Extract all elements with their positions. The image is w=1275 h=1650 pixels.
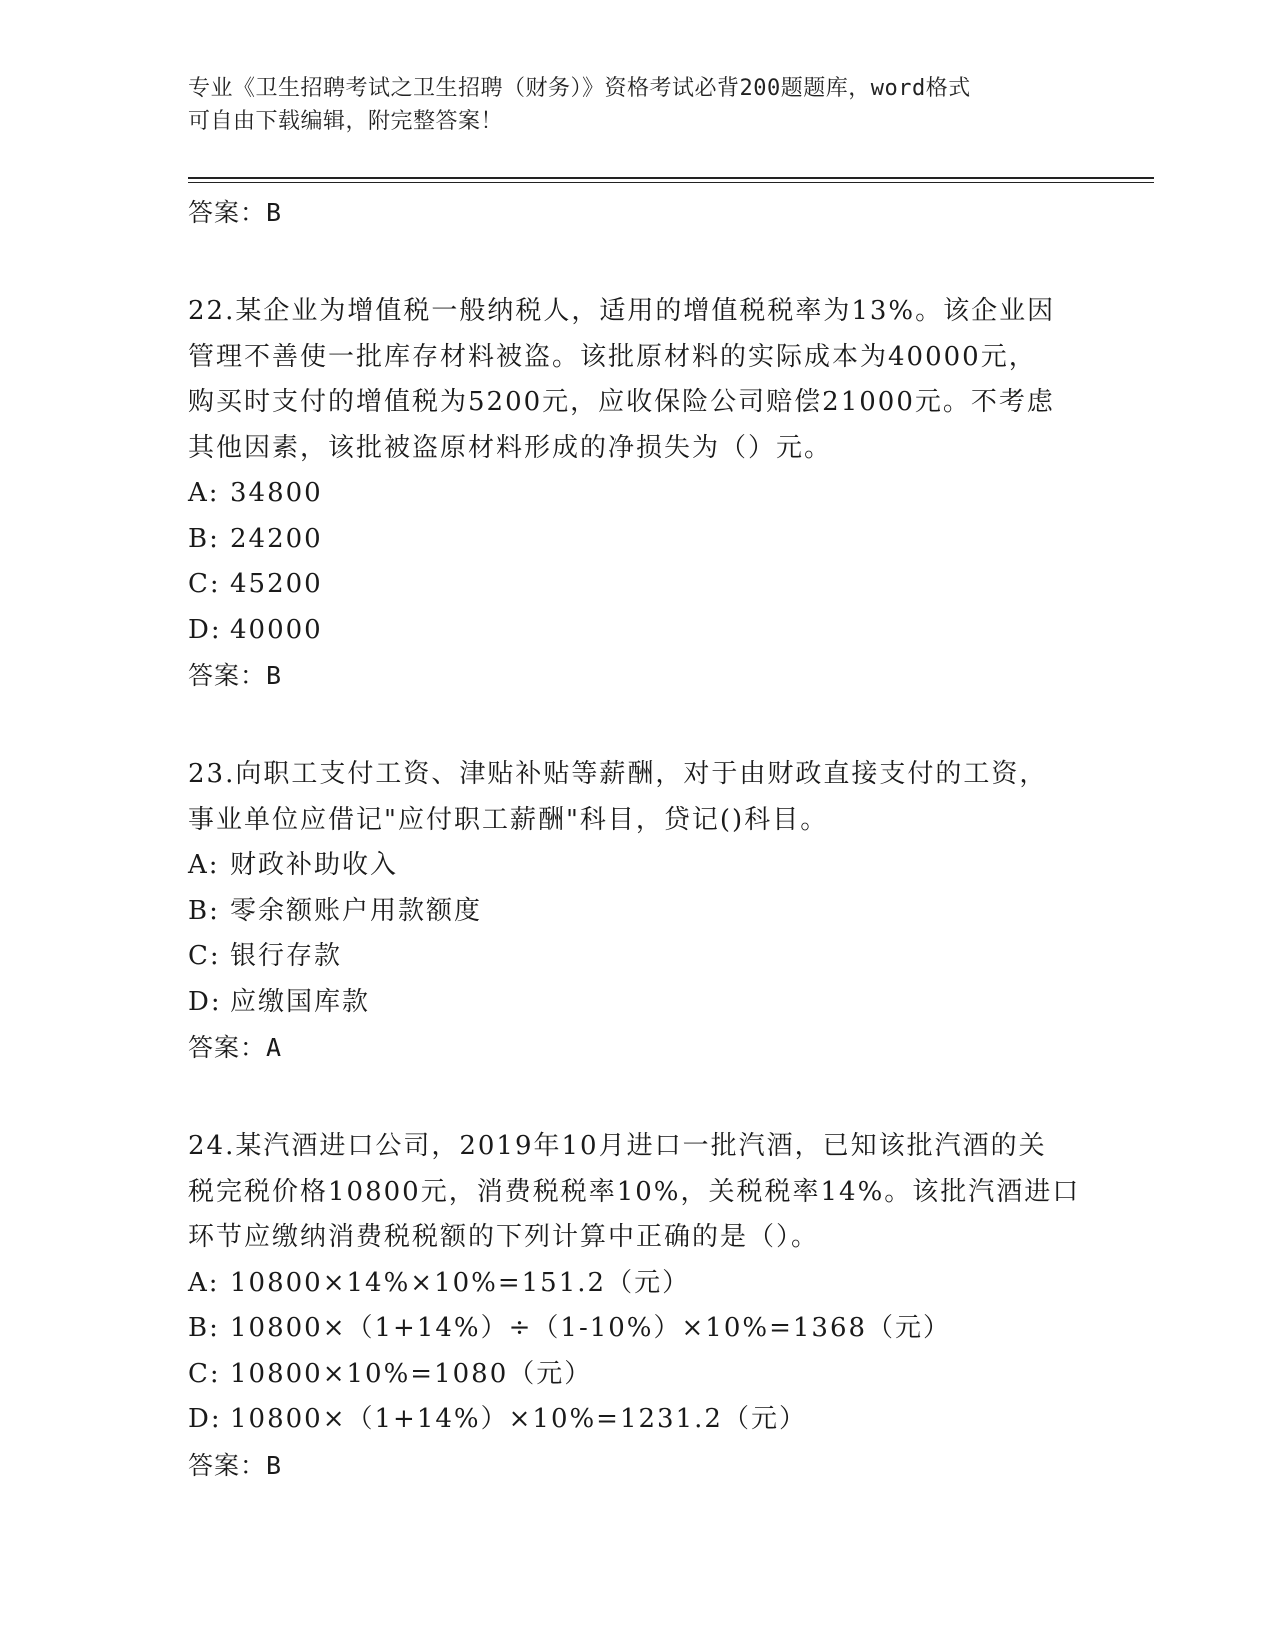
option-text: 应缴国库款 bbox=[230, 986, 371, 1017]
option-text: 34800 bbox=[230, 478, 323, 508]
option-d bbox=[188, 980, 1108, 1026]
option-letter: B: bbox=[188, 895, 220, 926]
option-c bbox=[188, 1352, 1108, 1398]
option-text: 45200 bbox=[230, 569, 323, 599]
header-title-line-2: 可自由下载编辑，附完整答案！ bbox=[188, 109, 504, 134]
stem-line: 23.向职工支付工资、津贴补贴等薪酬，对于由财政直接支付的工资， bbox=[188, 759, 1048, 789]
option-a bbox=[188, 843, 1108, 889]
option-letter: D: bbox=[188, 614, 222, 645]
option-letter: C: bbox=[188, 1358, 221, 1389]
option-b bbox=[188, 889, 1108, 935]
question-item-22 bbox=[188, 289, 1108, 698]
option-letter: A: bbox=[188, 1267, 220, 1298]
stem-line: 24.某汽酒进口公司，2019年10月进口一批汽酒，已知该批汽酒的关 bbox=[188, 1131, 1047, 1161]
option-text: 40000 bbox=[230, 614, 323, 645]
option-text: 银行存款 bbox=[230, 941, 343, 971]
option-d bbox=[188, 608, 1108, 654]
option-letter: A: bbox=[188, 850, 220, 880]
stem-line: 事业单位应借记"应付职工薪酬"科目，贷记()科目。 bbox=[188, 804, 829, 835]
header-title-line-1: 专业《卫生招聘考试之卫生招聘（财务）》资格考试必背200题题库，word格式 bbox=[188, 76, 971, 101]
stem-line: 环节应缴纳消费税税额的下列计算中正确的是（）。 bbox=[188, 1222, 820, 1252]
option-letter: A: bbox=[188, 478, 220, 508]
stem-line: 22.某企业为增值税一般纳税人，适用的增值税税率为13%。该企业因 bbox=[188, 296, 1056, 326]
option-letter: C: bbox=[188, 941, 221, 971]
question-stem bbox=[188, 289, 1108, 471]
option-a bbox=[188, 1261, 1108, 1307]
question-list bbox=[188, 190, 1108, 1488]
option-letter: B: bbox=[188, 1313, 220, 1343]
question-item-24 bbox=[188, 1124, 1108, 1488]
question-stem bbox=[188, 752, 1108, 843]
option-letter: D: bbox=[188, 1404, 222, 1434]
header-divider-thin bbox=[188, 182, 1154, 183]
option-text: 10800×14%×10%=151.2（元） bbox=[230, 1267, 691, 1298]
stem-line: 管理不善使一批库存材料被盗。该批原材料的实际成本为40000元， bbox=[188, 341, 1037, 372]
option-letter: B: bbox=[188, 523, 220, 554]
stem-line: 购买时支付的增值税为5200元，应收保险公司赔偿21000元。不考虑 bbox=[188, 387, 1055, 417]
answer-line: 答案：A bbox=[188, 1033, 283, 1062]
answer-line: 答案：B bbox=[188, 1450, 283, 1480]
option-letter: D: bbox=[188, 986, 222, 1017]
option-b bbox=[188, 1306, 1108, 1352]
option-b bbox=[188, 517, 1108, 563]
option-a bbox=[188, 471, 1108, 517]
document-header bbox=[188, 72, 1088, 138]
option-text: 24200 bbox=[230, 523, 323, 554]
option-text: 财政补助收入 bbox=[230, 850, 399, 880]
option-letter: C: bbox=[188, 569, 221, 599]
option-text: 10800×（1+14%）×10%=1231.2（元） bbox=[230, 1404, 807, 1434]
previous-question-answer: 答案：B bbox=[188, 198, 283, 227]
option-c bbox=[188, 934, 1108, 980]
stem-line: 其他因素，该批被盗原材料形成的净损失为（）元。 bbox=[188, 432, 833, 463]
option-text: 零余额账户用款额度 bbox=[230, 895, 483, 926]
question-item-23 bbox=[188, 752, 1108, 1070]
option-text: 10800×10%=1080（元） bbox=[230, 1358, 593, 1389]
answer-line: 答案：B bbox=[188, 661, 283, 690]
header-divider-thick bbox=[188, 177, 1154, 179]
option-d bbox=[188, 1397, 1108, 1443]
option-text: 10800×（1+14%）÷（1-10%）×10%=1368（元） bbox=[230, 1313, 952, 1343]
option-c bbox=[188, 562, 1108, 608]
question-stem bbox=[188, 1124, 1108, 1261]
stem-line: 税完税价格10800元，消费税税率10%，关税税率14%。该批汽酒进口 bbox=[188, 1176, 1081, 1207]
